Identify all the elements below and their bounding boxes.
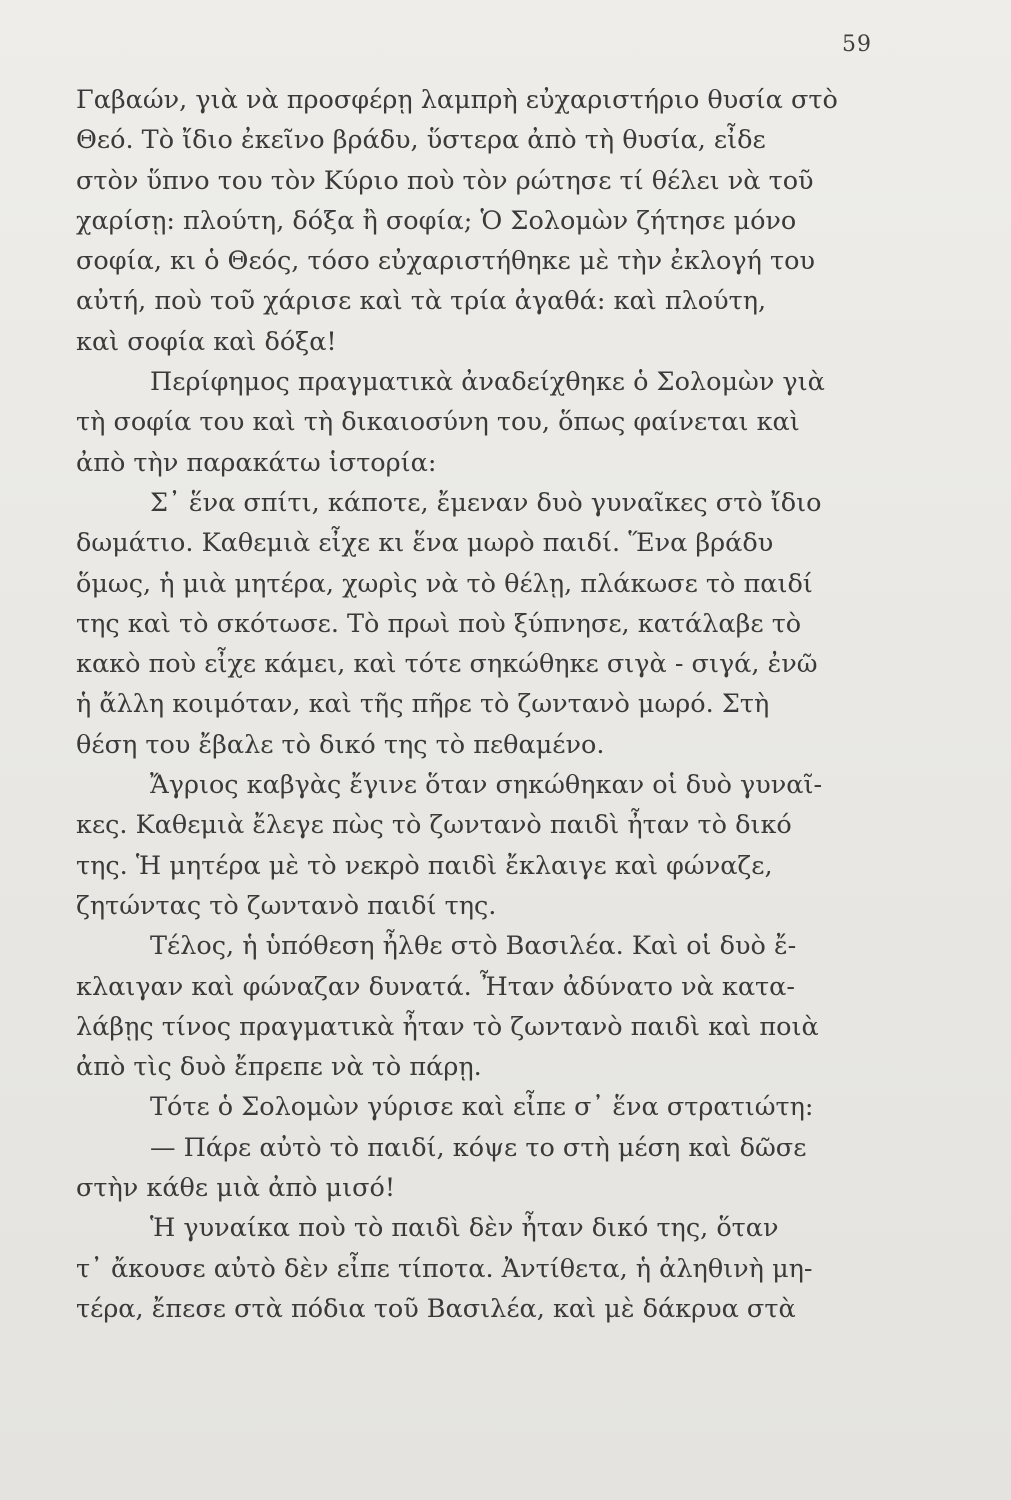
text-line: δωμάτιο. Καθεμιὰ εἶχε κι ἕνα μωρὸ παιδί. Ἕνα βράδυ	[76, 528, 774, 559]
text-line: Θεό. Τὸ ἴδιο ἐκεῖνο βράδυ, ὕστερα ἀπὸ τὴ θυσία, εἶδε	[76, 125, 766, 156]
text-line: αὐτή, ποὺ τοῦ χάρισε καὶ τὰ τρία ἀγαθά: καὶ πλούτη,	[76, 286, 767, 317]
text-line: στὸν ὕπνο του τὸν Κύριο ποὺ τὸν ρώτησε τί θέλει νὰ τοῦ	[76, 165, 814, 196]
text-block	[76, 80, 906, 1329]
text-line: κακὸ ποὺ εἶχε κάμει, καὶ τότε σηκώθηκε σιγὰ - σιγά, ἐνῶ	[76, 649, 818, 680]
text-line: ὅμως, ἡ μιὰ μητέρα, χωρὶς νὰ τὸ θέλῃ, πλάκωσε τὸ παιδί	[76, 568, 813, 599]
text-line: ζητώντας τὸ ζωντανὸ παιδί της.	[76, 890, 497, 921]
text-line: λάβῃς τίνος πραγματικὰ ἦταν τὸ ζωντανὸ παιδὶ καὶ ποιὰ	[76, 1011, 819, 1042]
text-line: χαρίσῃ: πλούτη, δόξα ἢ σοφία; Ὁ Σολομὼν ζήτησε μόνο	[76, 205, 797, 236]
text-line: στὴν κάθε μιὰ ἀπὸ μισό!	[76, 1173, 396, 1204]
text-line: Τέλος, ἡ ὑπόθεση ἦλθε στὸ Βασιλέα. Καὶ οἱ δυὸ ἔ-	[150, 931, 797, 962]
text-line: τὴ σοφία του καὶ τὴ δικαιοσύνη του, ὅπως φαίνεται καὶ	[76, 407, 800, 438]
text-line: — Πάρε αὐτὸ τὸ παιδί, κόψε το στὴ μέση καὶ δῶσε	[150, 1132, 807, 1163]
text-line: ἀπὸ τὶς δυὸ ἔπρεπε νὰ τὸ πάρῃ.	[76, 1052, 482, 1083]
text-line: Ἄγριος καβγὰς ἔγινε ὅταν σηκώθηκαν οἱ δυὸ γυναῖ-	[150, 770, 823, 801]
text-line: Τότε ὁ Σολομὼν γύρισε καὶ εἶπε σ᾽ ἕνα στρατιώτη:	[150, 1092, 814, 1123]
text-line: κλαιγαν καὶ φώναζαν δυνατά. Ἦταν ἀδύνατο νὰ κατα-	[76, 971, 795, 1002]
text-line: Γαβαών, γιὰ νὰ προσφέρῃ λαμπρὴ εὐχαριστήριο θυσία στὸ	[76, 85, 838, 115]
text-line: της καὶ τὸ σκότωσε. Τὸ πρωὶ ποὺ ξύπνησε, κατάλαβε τὸ	[76, 608, 802, 639]
text-line: της. Ἡ μητέρα μὲ τὸ νεκρὸ παιδὶ ἔκλαιγε καὶ φώναζε,	[76, 850, 773, 881]
text-line: ἡ ἄλλη κοιμόταν, καὶ τῆς πῆρε τὸ ζωντανὸ μωρό. Στὴ	[76, 689, 770, 720]
text-line: Ἡ γυναίκα ποὺ τὸ παιδὶ δὲν ἦταν δικό της, ὅταν	[150, 1213, 779, 1244]
text-line: σοφία, κι ὁ Θεός, τόσο εὐχαριστήθηκε μὲ τὴν ἐκλογή του	[76, 246, 815, 277]
text-line: τέρα, ἔπεσε στὰ πόδια τοῦ Βασιλέα, καὶ μὲ δάκρυα στὰ	[76, 1293, 796, 1324]
text-line: κες. Καθεμιὰ ἔλεγε πὼς τὸ ζωντανὸ παιδὶ ἦταν τὸ δικό	[76, 810, 792, 841]
text-line: καὶ σοφία καὶ δόξα!	[76, 326, 337, 357]
text-line: θέση του ἔβαλε τὸ δικό της τὸ πεθαμένο.	[76, 729, 605, 760]
text-line: τ᾽ ἄκουσε αὐτὸ δὲν εἶπε τίποτα. Ἀντίθετα, ἡ ἀληθινὴ μη-	[76, 1253, 813, 1284]
page-number: 59	[842, 32, 872, 57]
text-line: Περίφημος πραγματικὰ ἀναδείχθηκε ὁ Σολομὼν γιὰ	[150, 367, 825, 398]
text-line: Σ᾽ ἕνα σπίτι, κάποτε, ἔμεναν δυὸ γυναῖκες στὸ ἴδιο	[150, 487, 822, 518]
text-line: ἀπὸ τὴν παρακάτω ἱστορία:	[76, 447, 437, 478]
